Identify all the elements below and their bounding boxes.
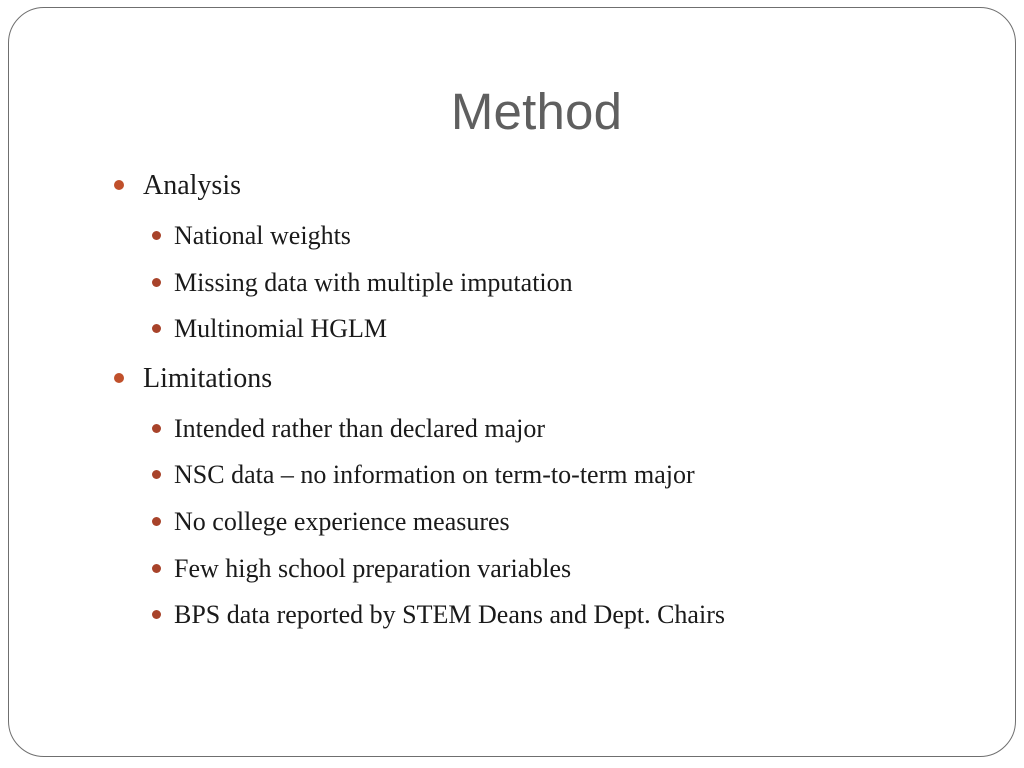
sub-bullet-dot-icon [152, 564, 161, 573]
sub-bullet-dot-icon [152, 231, 161, 240]
list-item [152, 221, 351, 251]
slide-title: Method [450, 83, 623, 140]
sub-bullet-dot-icon [152, 517, 161, 526]
sub-bullet-dot-icon [152, 324, 161, 333]
list-item-label: Few high school preparation variables [174, 554, 572, 583]
sub-bullet-dot-icon [152, 610, 161, 619]
list-item-label: BPS data reported by STEM Deans and Dept. Chairs [174, 600, 725, 629]
section-heading-label: Analysis [143, 170, 241, 201]
section-heading-limitations [114, 363, 272, 395]
section-heading-label: Limitations [143, 363, 273, 394]
list-item-label: Missing data with multiple imputation [174, 268, 573, 297]
bullet-dot-icon [114, 373, 124, 383]
list-item [152, 314, 387, 344]
list-item [152, 554, 571, 584]
sub-bullet-dot-icon [152, 470, 161, 479]
list-item [152, 414, 545, 444]
list-item-label: National weights [174, 221, 351, 250]
list-item [152, 268, 573, 298]
section-heading-analysis [114, 170, 241, 202]
list-item-label: NSC data – no information on term-to-term major [174, 460, 695, 489]
sub-bullet-dot-icon [152, 278, 161, 287]
list-item-label: No college experience measures [174, 507, 510, 536]
sub-bullet-dot-icon [152, 424, 161, 433]
list-item [152, 600, 725, 630]
list-item [152, 460, 695, 490]
list-item [152, 507, 510, 537]
list-item-label: Multinomial HGLM [174, 314, 388, 343]
list-item-label: Intended rather than declared major [174, 414, 546, 443]
bullet-dot-icon [114, 180, 124, 190]
